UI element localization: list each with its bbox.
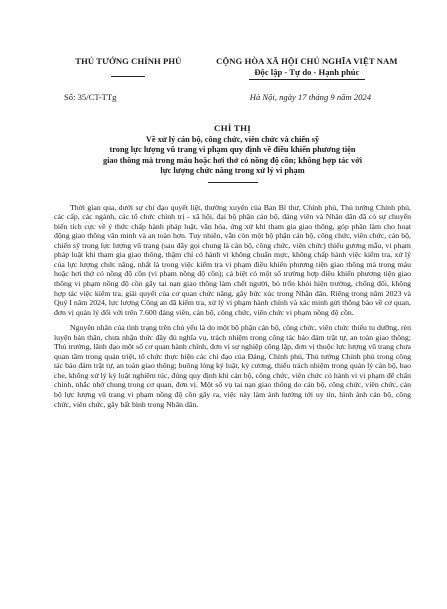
nation-name: CỘNG HÒA XÃ HỘI CHỦ NGHĨA VIỆT NAM (216, 56, 398, 66)
body-paragraph: Nguyên nhân của tình trạng trên chủ yếu là do một bộ phận cán bộ, công chức, viên chức thiếu tu dưỡng, rèn luyện bản thân, chưa nhận thức đầy đủ nghĩa vụ, trách nhiệm trong công tác bảo đảm trật tự, an toàn giao thông; Thủ trưởng, lãnh đạo một số cơ quan hành chính, đơn vị sự nghiệp công lập, đơn vị thuộc lực lượng vũ trang chưa quan tâm trong quán triệt, tổ chức thực hiện các chỉ đạo của Đảng, Chính phủ, Thủ tướng Chính phủ trong công tác bảo đảm trật tự, an toàn giao thông; buông lỏng kỷ luật, kỷ cương, thiếu trách nhiệm trong quản lý cán bộ, bao che, không xử lý kỷ luật nghiêm túc, đúng quy định khi cán bộ, công chức, viên chức có hành vi vi phạm để chấn chỉnh, nhắc nhở chung trong cơ quan, đơn vị. Một số vụ tai nạn giao thông do cán bộ, công chức, viên chức, cán bộ lực lượng vũ trang vi phạm nồng độ cồn gây ra, việc này làm ảnh hưởng tới uy tín, hình ảnh cán bộ, công chức, viên chức, gây bất bình trong Nhân dân. (54, 323, 411, 409)
document-type: CHỈ THỊ (214, 123, 251, 133)
body-paragraph: Thời gian qua, dưới sự chỉ đạo quyết liệt, thường xuyên của Ban Bí thư, Chính phủ, Thủ tướng Chính phủ, các cấp, các ngành, các tổ chức chính trị - xã hội, đại bộ phận cán bộ, đảng viên và Nhân dân đã có sự chuyển biến tích cực về ý thức chấp hành pháp luật, văn hóa, ứng xử khi tham gia giao thông, góp phần làm cho hoạt động giao thông văn minh và an toàn hơn. Tuy nhiên, vẫn còn một bộ phận cán bộ, công chức, viên chức, cán bộ, chiến sỹ trong lực lượng vũ trang (sau đây gọi chung là cán bộ, công chức, viên chức) thiếu gương mẫu, vi phạm pháp luật khi tham gia giao thông, thậm chí có hành vi không chuẩn mực, không chấp hành việc kiểm tra, xử lý của lực lượng chức năng, nhất là trong việc kiểm tra vi phạm điều khiển phương tiện giao thông mà trong máu hoặc hơi thở có nồng độ cồn (vi phạm nồng độ cồn); cá biệt có một số trường hợp điều khiển phương tiện giao thông vi phạm nồng độ cồn gây tai nạn giao thông làm chết người, bỏ trốn khỏi hiện trường, chống đối, không hợp tác việc kiểm tra, giải quyết của cơ quan chức năng, gây bức xúc trong Nhân dân. Riêng trong năm 2023 và Quý I năm 2024, lực lượng Công an đã kiểm tra, xử lý vi phạm hành chính và xác minh gửi thông báo về cơ quan, đơn vị quản lý đối với trên 7.600 đảng viên, cán bộ, công chức, viên chức vi phạm nồng độ cồn. (54, 202, 411, 317)
document-body (54, 203, 411, 409)
issuer-name: THỦ TƯỚNG CHÍNH PHỦ (75, 56, 182, 66)
national-motto: Độc lập - Tự do - Hạnh phúc (254, 67, 360, 77)
issuer-block (54, 56, 203, 77)
subject-line: giao thông mà trong máu hoặc hơi thở có nồng độ cồn; không hợp tác với (102, 155, 363, 165)
document-meta (54, 92, 411, 102)
title-block (54, 123, 411, 183)
subject-line: lực lượng chức năng trong xử lý vi phạm (160, 166, 305, 176)
motto-underline (249, 79, 365, 80)
subject-line: Về xử lý cán bộ, công chức, viên chức và chiến sỹ (145, 135, 320, 144)
title-underline (208, 182, 258, 183)
place-date: Hà Nội, ngày 17 tháng 9 năm 2024 (249, 92, 371, 102)
document-number: Số: 35/CT-TTg (64, 92, 117, 102)
subject-line: trong lực lượng vũ trang vi phạm quy định về điều khiển phương tiện (109, 145, 356, 155)
document-subject (54, 135, 411, 177)
issuer-underline (111, 76, 145, 77)
document-header (54, 56, 411, 80)
national-header (203, 56, 411, 80)
